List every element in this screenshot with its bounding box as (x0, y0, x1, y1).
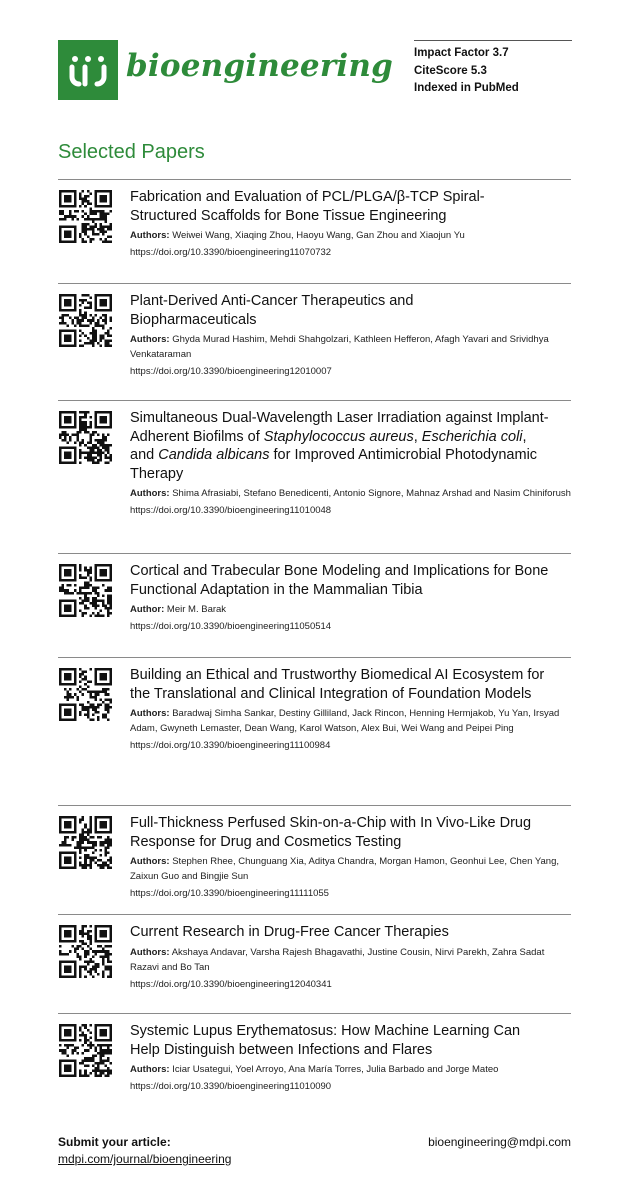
authors-names: Iciar Usategui, Yoel Arroyo, Ana María Torres, Julia Barbado and Jorge Mateo (169, 1064, 499, 1075)
authors-names: Baradwaj Simha Sankar, Destiny Gilliland, Jack Rincon, Henning Hermjakob, Yu Yan, Irsyad Adam, Gwyneth Lemaster, Dean Wang, Karol Watson, Alex Bui, Wei Wang and Peipei Ping (130, 708, 560, 734)
paper-title-text: Building an Ethical and Trustworthy Biomedical AI Ecosystem for the Translational and Clinical Integration of Foundation Models (130, 667, 545, 702)
authors-names: Meir M. Barak (164, 604, 227, 615)
paper-item (58, 914, 571, 1013)
paper-title[interactable] (130, 409, 550, 483)
authors-names: Shima Afrasiabi, Stefano Benedicenti, Antonio Signore, Mahnaz Arshad and Nasim Chiniforush (169, 488, 571, 499)
journal-logo-icon (58, 40, 118, 100)
journal-metrics (414, 40, 572, 98)
paper-title-text: Cortical and Trabecular Bone Modeling and Implications for Bone Functional Adaptation in the Mammalian Tibia (130, 563, 549, 598)
footer (58, 1135, 571, 1166)
authors-label: Authors: (130, 334, 170, 345)
contact-email[interactable]: bioengineering@mdpi.com (428, 1135, 571, 1149)
citescore: CiteScore 5.3 (414, 64, 487, 77)
paper-title-text: Plant-Derived Anti-Cancer Therapeutics and Biopharmaceuticals (130, 293, 414, 328)
paper-title[interactable] (130, 292, 460, 329)
authors-label: Authors: (130, 488, 170, 499)
paper-doi-link[interactable]: https://doi.org/10.3390/bioengineering11010048 (130, 505, 332, 516)
paper-item (58, 400, 571, 553)
paper-doi-link[interactable]: https://doi.org/10.3390/bioengineering12010007 (130, 366, 332, 377)
paper-title-italic: Candida albicans (158, 447, 270, 463)
paper-title[interactable] (130, 562, 550, 599)
authors-names: Akshaya Andavar, Varsha Rajesh Bhagavathi, Justine Cousin, Nirvi Parekh, Zahra Sadat Razavi and Bo Tan (130, 946, 545, 973)
paper-title-text: Full-Thickness Perfused Skin-on-a-Chip with In Vivo-Like Drug Response for Drug and Cosmetics Testing (130, 815, 532, 850)
paper-title[interactable] (130, 188, 510, 225)
qr-code-icon[interactable] (59, 925, 112, 978)
paper-item (58, 1013, 571, 1107)
paper-doi-link[interactable]: https://doi.org/10.3390/bioengineering11050514 (130, 621, 332, 632)
paper-item (58, 283, 571, 400)
header (0, 0, 629, 130)
paper-title[interactable] (130, 666, 560, 703)
paper-authors (130, 1062, 571, 1077)
qr-code-icon[interactable] (59, 668, 112, 721)
paper-title[interactable] (130, 1022, 550, 1059)
paper-title-italic: Staphylococcus aureus (263, 428, 414, 445)
submit-link[interactable]: mdpi.com/journal/bioengineering (58, 1152, 232, 1166)
journal-name: bioengineering (126, 48, 393, 84)
authors-label: Authors: (130, 230, 170, 241)
authors-label: Author: (130, 604, 165, 615)
authors-label: Authors: (130, 946, 170, 958)
paper-item (58, 657, 571, 805)
authors-label: Authors: (130, 708, 170, 719)
qr-code-icon[interactable] (59, 411, 112, 464)
paper-doi-link[interactable]: https://doi.org/10.3390/bioengineering11100984 (130, 740, 331, 751)
indexing: Indexed in PubMed (414, 82, 519, 94)
paper-item (58, 805, 571, 914)
paper-title-text: Current Research in Drug-Free Cancer Therapies (130, 924, 449, 940)
paper-authors (130, 602, 571, 617)
paper-title-italic: Escherichia coli (421, 428, 523, 445)
paper-authors (130, 706, 571, 736)
paper-title[interactable] (130, 814, 570, 851)
authors-names: Ghyda Murad Hashim, Mehdi Shahgolzari, Kathleen Hefferon, Afagh Yavari and Srividhya Venkataraman (130, 334, 549, 360)
paper-title[interactable] (130, 923, 510, 942)
paper-item (58, 179, 571, 283)
qr-code-icon[interactable] (59, 190, 112, 243)
paper-title-text: , and (130, 428, 527, 463)
paper-title-text: Simultaneous Dual-Wavelength Laser Irradiation against Implant-Adherent Biofilms of (130, 410, 549, 445)
paper-title-text: , (413, 428, 422, 445)
authors-names: Stephen Rhee, Chunguang Xia, Aditya Chandra, Morgan Hamon, Geonhui Lee, Chen Yang, Zaixun Guo and Bingjie Sun (130, 856, 559, 882)
paper-doi-link[interactable]: https://doi.org/10.3390/bioengineering12040341 (130, 978, 332, 990)
paper-doi-link[interactable]: https://doi.org/10.3390/bioengineering11010090 (130, 1081, 332, 1092)
qr-code-icon[interactable] (59, 816, 112, 869)
paper-title-text: Fabrication and Evaluation of PCL/PLGA/β-TCP Spiral-Structured Scaffolds for Bone Tissue Engineering (130, 189, 485, 224)
qr-code-icon[interactable] (59, 564, 112, 617)
section-title: Selected Papers (58, 141, 205, 163)
paper-doi-link[interactable]: https://doi.org/10.3390/bioengineering11070732 (130, 247, 332, 258)
paper-item (58, 553, 571, 657)
qr-code-icon[interactable] (59, 294, 112, 347)
authors-names: Weiwei Wang, Xiaqing Zhou, Haoyu Wang, Gan Zhou and Xiaojun Yu (169, 230, 465, 241)
authors-label: Authors: (130, 856, 170, 867)
paper-title-text: Systemic Lupus Erythematosus: How Machine Learning Can Help Distinguish between Infections and Flares (130, 1023, 521, 1058)
paper-list (58, 179, 571, 1107)
paper-authors (130, 945, 571, 975)
impact-factor: Impact Factor 3.7 (414, 47, 509, 59)
paper-authors (130, 332, 571, 362)
authors-label: Authors: (130, 1064, 170, 1075)
paper-authors (130, 486, 571, 501)
qr-code-icon[interactable] (59, 1024, 112, 1077)
paper-doi-link[interactable]: https://doi.org/10.3390/bioengineering11111055 (130, 888, 329, 899)
paper-authors (130, 854, 571, 884)
paper-title-text: for Improved Antimicrobial Photodynamic Therapy (130, 447, 538, 482)
submit-label: Submit your article: (58, 1135, 171, 1149)
paper-authors (130, 228, 571, 243)
